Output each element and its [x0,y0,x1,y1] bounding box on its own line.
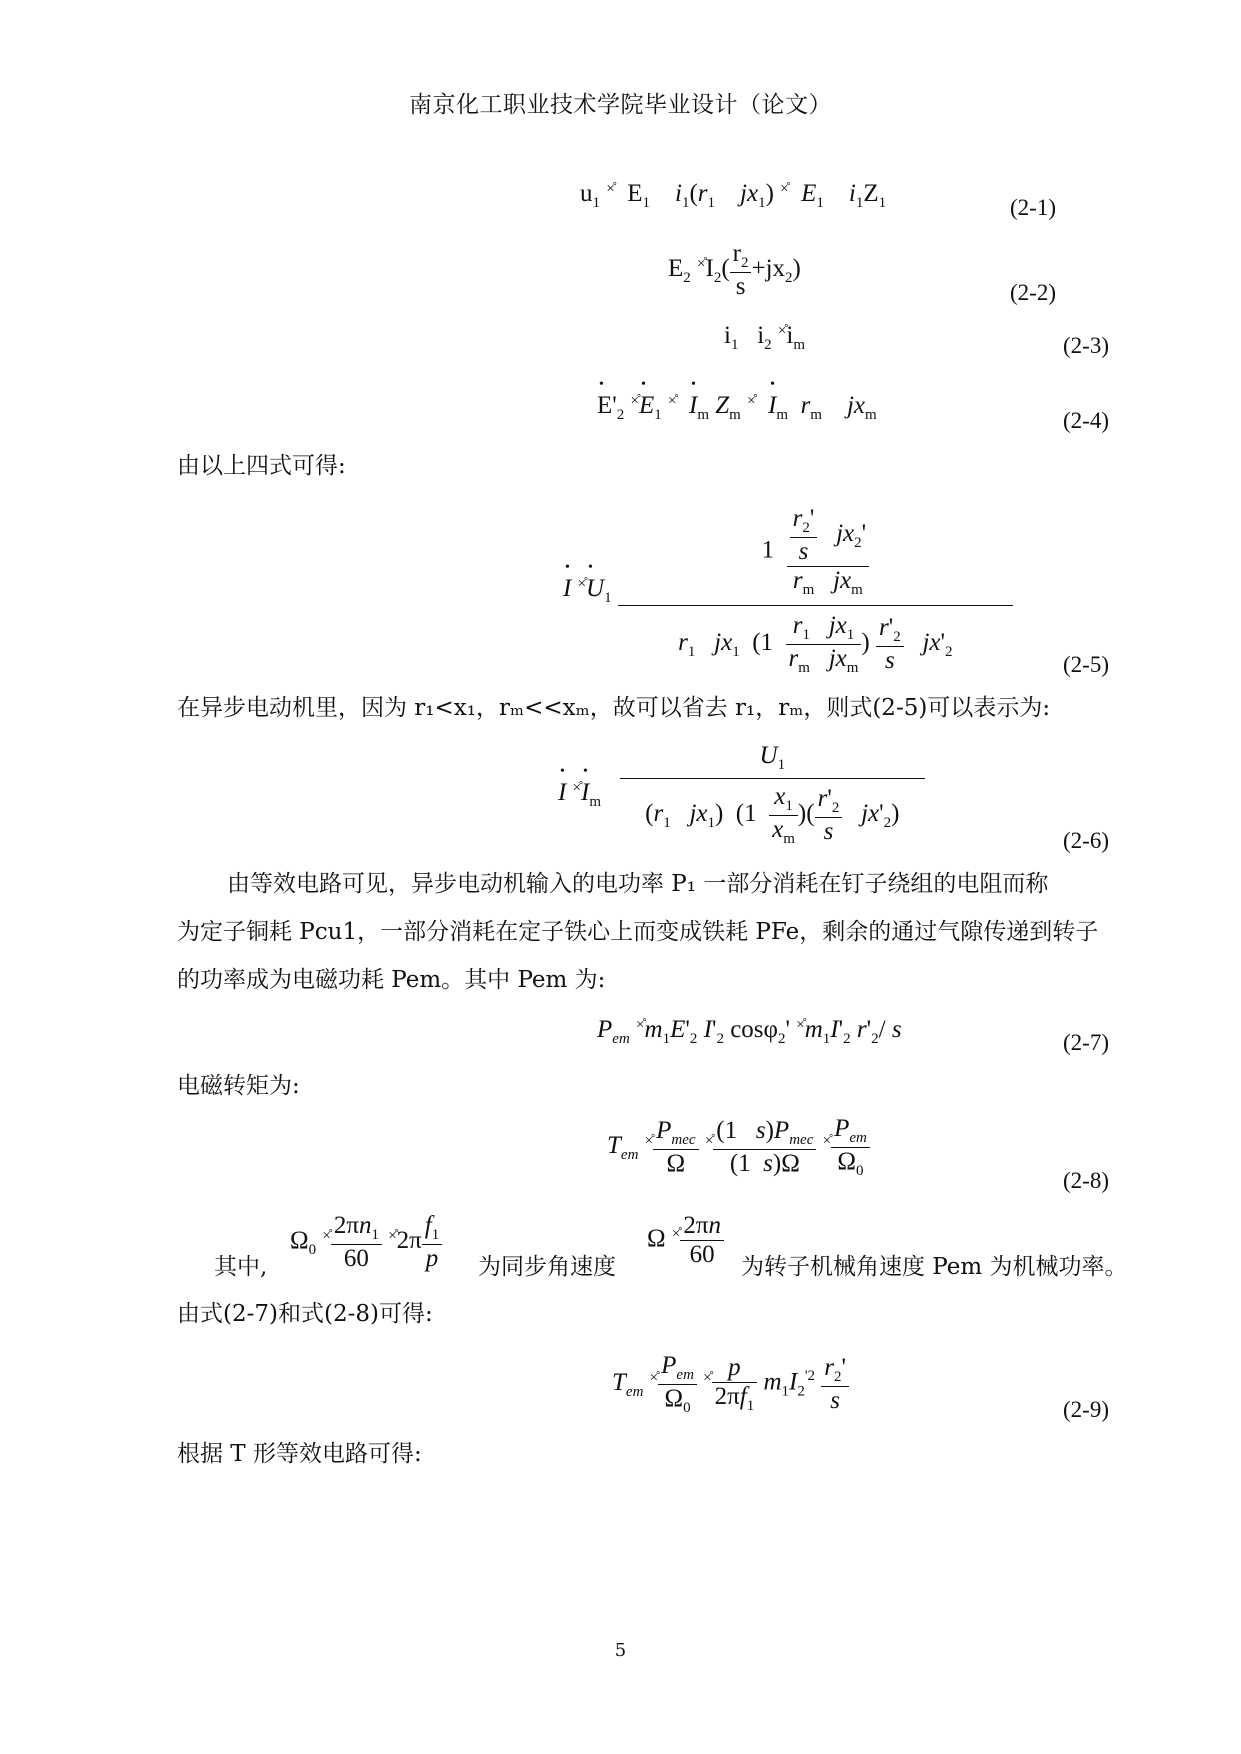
equation-number-2-8: (2-8) [1063,1168,1109,1193]
synchronous-speed-formula: $\Omega_0$ ×̊ $\frac{2\pi n_1}{60}$ ×̊2π $\frac{f_1}{p}$ [290,1212,442,1273]
page-header: 南京化工职业技术学院毕业设计（论文） [409,92,832,118]
equation-number-2-6: (2-6) [1063,828,1109,853]
equation-number-2-3: (2-3) [1063,333,1109,358]
equation-2-9: $T_{em}$ ×̊ $\frac{P_{em}}{\Omega_0}$ ×̊ $\frac{p}{2\pi f_1}$ $m_1I_2^{'2}$ $\frac{r_2'}{s}$ [612,1352,849,1417]
equation-2-8: $T_{em}$ ×̊ $\frac{P_{mec}}{\Omega}$ ×̊ $\frac{(1 s)P_{mec}}{(1 s)\Omega}$ ×̊ $\frac{P_{em}}{\Omega_0}$ [607,1115,870,1180]
paragraph-t-equivalent: 根据 T 形等效电路可得: [177,1441,422,1467]
paragraph-async-motor: 在异步电动机里，因为 r₁<x₁，rₘ<<xₘ，故可以省去 r₁，rₘ，则式(2-5)可以表示为: [177,695,1051,721]
paragraph-equivalent-circuit-line-1: 由等效电路可见，异步电动机输入的电功率 P₁ 一部分消耗在钉子绕组的电阻而称 [227,871,1049,897]
paragraph-equivalent-circuit-line-2: 为定子铜耗 Pcu1，一部分消耗在定子铁心上而变成铁耗 PFe，剩余的通过气隙传递到转子 [177,919,1099,945]
paragraph-electromagnetic-torque: 电磁转矩为: [177,1073,300,1099]
paragraph-from-2-7-and-2-8: 由式(2-7)和式(2-8)可得: [177,1301,433,1327]
page-number: 5 [614,1640,627,1661]
equation-number-2-5: (2-5) [1063,652,1109,677]
equation-2-2: $E_2$ $^{\times̊}I_2$( $\frac{r_2}{s}$ $+jx_2$) [668,240,801,300]
rotor-speed-formula: Ω ×̊ $\frac{2\pi n}{60}$ [647,1212,724,1269]
equation-number-2-7: (2-7) [1063,1030,1109,1055]
paragraph-where-end: 为转子机械角速度 Pem 为机械功率。 [741,1254,1128,1280]
equation-2-6: • I ×̊• $I_m$ $U_1$ ($r_1$ $jx_1$) (1 $\frac{x_1}{x_m}$ )( $\frac{r'_2}{s}$ $jx'_2$) [558,742,925,848]
equation-2-5: • I ×̊• $U_1$ 1 $\frac{r_2'}{s}$ $jx_2'$ $r_m$ $jx_m$ $r_1$ $jx_1$ (1 $\frac{r_1 jx_1}{r_m jx_m}$ ) $\frac{r'_2}{s}$ $jx'_2$ [563,505,1013,677]
equation-2-1: $u_1$ ×̊ $E_1$ $i_1(r_1$ $jx_1$) ×̊ $E_1$ $i_1Z_1$ [580,180,887,211]
equation-number-2-9: (2-9) [1063,1397,1109,1422]
equation-2-3: $i_1$ $i_2$ $^{\times̊}i_m$ [724,322,805,353]
paragraph-equivalent-circuit-line-3: 的功率成为电磁功耗 Pem。其中 Pem 为: [177,967,606,993]
equation-2-7: $P_{em}$ $^{\times̊}m_1E'_2$ $I'_2$ cosφ$_2$' $^{\times̊}m_1I'_2$ $r'_2/$ s [597,1016,902,1047]
paragraph-where-prefix: 其中, [214,1254,268,1280]
equation-number-2-2: (2-2) [1010,280,1056,305]
equation-2-4: • $E'_2$ ×̊• $E_1$ ×̊ • $I_m$ $Z_m$ ×̊ • $I_m$ $r_m$ $jx_m$ [597,392,877,424]
paragraph-from-four-equations: 由以上四式可得: [177,453,346,479]
equation-number-2-4: (2-4) [1063,408,1109,433]
paragraph-where-mid: 为同步角速度 [478,1254,616,1280]
equation-number-2-1: (2-1) [1010,195,1056,220]
